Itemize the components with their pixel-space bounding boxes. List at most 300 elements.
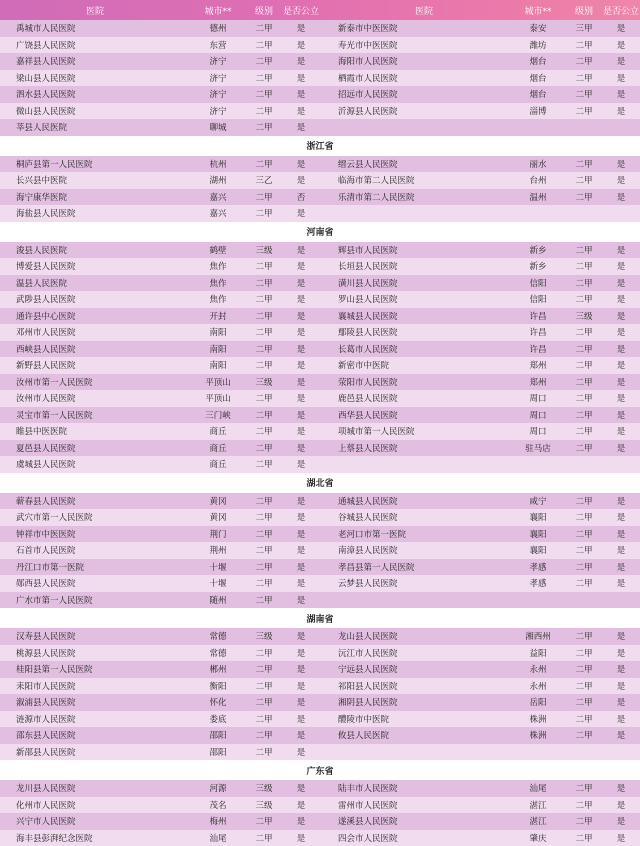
table-row: [0, 189, 640, 206]
hospital-name: 四会市人民医院: [320, 832, 510, 844]
level-cell: 二甲: [246, 72, 282, 84]
city-cell: 岳阳: [510, 696, 566, 708]
row-left: [0, 242, 320, 259]
hospital-name: 寿光市中医医院: [320, 39, 510, 51]
level-cell: 三甲: [566, 22, 602, 34]
table-row: [0, 727, 640, 744]
row-right: [320, 324, 640, 341]
table-row: [0, 542, 640, 559]
level-cell: 二甲: [246, 577, 282, 589]
row-right: [320, 357, 640, 374]
hospital-name: 祁阳县人民医院: [320, 680, 510, 692]
header-public: 是否公立: [282, 4, 320, 17]
row-left: [0, 119, 320, 136]
public-cell: 否: [282, 191, 320, 203]
level-cell: 二甲: [566, 392, 602, 404]
hospital-name: 虞城县人民医院: [0, 458, 190, 470]
level-cell: 二甲: [566, 55, 602, 67]
city-cell: 信阳: [510, 293, 566, 305]
row-left: [0, 423, 320, 440]
row-right: [320, 711, 640, 728]
hospital-name: 通城县人民医院: [320, 495, 510, 507]
level-cell: 二甲: [566, 832, 602, 844]
level-cell: 二甲: [566, 191, 602, 203]
header-city: 城市**: [510, 4, 566, 17]
table-row: [0, 440, 640, 457]
row-right: [320, 390, 640, 407]
public-cell: 是: [282, 594, 320, 606]
level-cell: 二甲: [566, 376, 602, 388]
province-heading: 河南省: [0, 222, 640, 242]
row-right: [320, 509, 640, 526]
city-cell: 信阳: [510, 277, 566, 289]
level-cell: 二甲: [246, 158, 282, 170]
public-cell: 是: [282, 442, 320, 454]
city-cell: 湛江: [510, 815, 566, 827]
level-cell: 二甲: [566, 713, 602, 725]
level-cell: 二甲: [246, 293, 282, 305]
city-cell: 商丘: [190, 458, 246, 470]
city-cell: 周口: [510, 409, 566, 421]
public-cell: 是: [282, 561, 320, 573]
city-cell: 平顶山: [190, 392, 246, 404]
city-cell: 怀化: [190, 696, 246, 708]
level-cell: 二甲: [246, 191, 282, 203]
public-cell: 是: [602, 174, 640, 186]
level-cell: 二甲: [566, 442, 602, 454]
public-cell: 是: [282, 174, 320, 186]
hospital-name: 武陟县人民医院: [0, 293, 190, 305]
hospital-name: 辉县市人民医院: [320, 244, 510, 256]
row-right: [320, 493, 640, 510]
public-cell: 是: [602, 663, 640, 675]
hospital-name: 宁远县人民医院: [320, 663, 510, 675]
hospital-name: 广饶县人民医院: [0, 39, 190, 51]
row-right: [320, 172, 640, 189]
city-cell: 嘉兴: [190, 191, 246, 203]
city-cell: 茂名: [190, 799, 246, 811]
level-cell: 二甲: [566, 696, 602, 708]
public-cell: 是: [282, 458, 320, 470]
city-cell: 许昌: [510, 310, 566, 322]
city-cell: 襄阳: [510, 528, 566, 540]
public-cell: 是: [602, 392, 640, 404]
public-cell: 是: [602, 815, 640, 827]
hospital-name: 栖霞市人民医院: [320, 72, 510, 84]
city-cell: 株洲: [510, 729, 566, 741]
public-cell: 是: [282, 72, 320, 84]
row-left: [0, 526, 320, 543]
city-cell: 泰安: [510, 22, 566, 34]
city-cell: 商丘: [190, 442, 246, 454]
level-cell: 二甲: [566, 158, 602, 170]
row-left: [0, 542, 320, 559]
row-left: [0, 727, 320, 744]
public-cell: 是: [602, 425, 640, 437]
hospital-name: 谷城县人民医院: [320, 511, 510, 523]
level-cell: 二甲: [566, 277, 602, 289]
hospital-name: 涟源市人民医院: [0, 713, 190, 725]
public-cell: 是: [602, 696, 640, 708]
row-right: [320, 275, 640, 292]
level-cell: 二甲: [566, 577, 602, 589]
public-cell: 是: [282, 680, 320, 692]
public-cell: 是: [282, 577, 320, 589]
row-right: [320, 423, 640, 440]
hospital-name: 温县人民医院: [0, 277, 190, 289]
hospital-name: 西华县人民医院: [320, 409, 510, 421]
public-cell: 是: [282, 277, 320, 289]
public-cell: 是: [602, 326, 640, 338]
row-right: [320, 456, 640, 473]
public-cell: 是: [282, 392, 320, 404]
level-cell: 二甲: [246, 359, 282, 371]
hospital-name: 灵宝市第一人民医院: [0, 409, 190, 421]
level-cell: 二甲: [566, 359, 602, 371]
city-cell: 商丘: [190, 425, 246, 437]
level-cell: 二甲: [246, 425, 282, 437]
row-left: [0, 172, 320, 189]
hospital-name: 醴陵市中医院: [320, 713, 510, 725]
city-cell: 开封: [190, 310, 246, 322]
city-cell: 襄阳: [510, 511, 566, 523]
hospital-name: 化州市人民医院: [0, 799, 190, 811]
level-cell: 二甲: [566, 528, 602, 540]
level-cell: 二甲: [246, 442, 282, 454]
level-cell: 二甲: [566, 511, 602, 523]
city-cell: 驻马店: [510, 442, 566, 454]
public-cell: 是: [282, 207, 320, 219]
table-row: [0, 678, 640, 695]
row-left: [0, 103, 320, 120]
hospital-name: 新邵县人民医院: [0, 746, 190, 758]
city-cell: 郴州: [190, 663, 246, 675]
public-cell: 是: [602, 72, 640, 84]
city-cell: 汕尾: [190, 832, 246, 844]
level-cell: 二甲: [566, 630, 602, 642]
public-cell: 是: [602, 310, 640, 322]
hospital-name: 陆丰市人民医院: [320, 782, 510, 794]
hospital-name: 长垣县人民医院: [320, 260, 510, 272]
hospital-name: 龙山县人民医院: [320, 630, 510, 642]
city-cell: 肇庆: [510, 832, 566, 844]
table-row: [0, 205, 640, 222]
table-row: [0, 390, 640, 407]
hospital-name: 孝昌县第一人民医院: [320, 561, 510, 573]
hospital-name: 新密市中医院: [320, 359, 510, 371]
province-heading: 广东省: [0, 760, 640, 780]
public-cell: 是: [282, 244, 320, 256]
level-cell: 三级: [246, 244, 282, 256]
public-cell: 是: [282, 663, 320, 675]
row-left: [0, 70, 320, 87]
public-cell: 是: [602, 244, 640, 256]
hospital-name: 龙川县人民医院: [0, 782, 190, 794]
table-row: [0, 628, 640, 645]
table-row: [0, 559, 640, 576]
row-right: [320, 258, 640, 275]
level-cell: 二甲: [566, 561, 602, 573]
city-cell: 丽水: [510, 158, 566, 170]
public-cell: 是: [602, 713, 640, 725]
public-cell: 是: [602, 577, 640, 589]
table-header: [0, 0, 640, 20]
level-cell: 二甲: [566, 105, 602, 117]
row-right: [320, 86, 640, 103]
city-cell: 汕尾: [510, 782, 566, 794]
row-left: [0, 628, 320, 645]
public-cell: 是: [282, 729, 320, 741]
level-cell: 二甲: [246, 88, 282, 100]
hospital-name: 临海市第二人民医院: [320, 174, 510, 186]
table-row: [0, 275, 640, 292]
row-right: [320, 628, 640, 645]
row-left: [0, 189, 320, 206]
table-row: [0, 526, 640, 543]
row-right: [320, 291, 640, 308]
row-left: [0, 645, 320, 662]
row-right: [320, 678, 640, 695]
table-row: [0, 661, 640, 678]
row-right: [320, 156, 640, 173]
hospital-name: 新野县人民医院: [0, 359, 190, 371]
city-cell: 河源: [190, 782, 246, 794]
row-right: [320, 407, 640, 424]
city-cell: 周口: [510, 425, 566, 437]
hospital-name: 新泰市中医医院: [320, 22, 510, 34]
city-cell: 益阳: [510, 647, 566, 659]
table-row: [0, 711, 640, 728]
public-cell: 是: [282, 310, 320, 322]
level-cell: 二甲: [246, 392, 282, 404]
table-row: [0, 744, 640, 761]
hospital-name: 荥阳市人民医院: [320, 376, 510, 388]
level-cell: 二甲: [246, 696, 282, 708]
table-row: [0, 509, 640, 526]
row-left: [0, 559, 320, 576]
city-cell: 许昌: [510, 326, 566, 338]
hospital-name: 溆浦县人民医院: [0, 696, 190, 708]
row-left: [0, 357, 320, 374]
city-cell: 十堰: [190, 561, 246, 573]
row-left: [0, 830, 320, 846]
city-cell: 湖州: [190, 174, 246, 186]
city-cell: 咸宁: [510, 495, 566, 507]
public-cell: 是: [602, 782, 640, 794]
table-row: [0, 324, 640, 341]
city-cell: 孝感: [510, 577, 566, 589]
public-cell: 是: [282, 544, 320, 556]
hospital-name: 泗水县人民医院: [0, 88, 190, 100]
table-row: [0, 456, 640, 473]
city-cell: 荆门: [190, 528, 246, 540]
public-cell: 是: [282, 425, 320, 437]
row-right: [320, 813, 640, 830]
level-cell: 二甲: [246, 544, 282, 556]
level-cell: 二甲: [246, 680, 282, 692]
city-cell: 平顶山: [190, 376, 246, 388]
city-cell: 郑州: [510, 376, 566, 388]
table-row: [0, 374, 640, 391]
hospital-name: 浚县人民医院: [0, 244, 190, 256]
hospital-name: 汉寿县人民医院: [0, 630, 190, 642]
public-cell: 是: [282, 326, 320, 338]
table-row: [0, 493, 640, 510]
level-cell: 二甲: [246, 729, 282, 741]
row-left: [0, 374, 320, 391]
table-row: [0, 830, 640, 846]
level-cell: 二甲: [246, 815, 282, 827]
row-left: [0, 324, 320, 341]
public-cell: 是: [602, 260, 640, 272]
hospital-name: 上蔡县人民医院: [320, 442, 510, 454]
hospital-name: 莘县人民医院: [0, 121, 190, 133]
level-cell: 二甲: [246, 121, 282, 133]
level-cell: 二甲: [566, 495, 602, 507]
row-left: [0, 275, 320, 292]
public-cell: 是: [602, 191, 640, 203]
hospital-name: 桐庐县第一人民医院: [0, 158, 190, 170]
row-right: [320, 727, 640, 744]
row-left: [0, 509, 320, 526]
level-cell: 二甲: [566, 782, 602, 794]
city-cell: 东营: [190, 39, 246, 51]
public-cell: 是: [282, 88, 320, 100]
hospital-name: 长兴县中医院: [0, 174, 190, 186]
city-cell: 淄博: [510, 105, 566, 117]
public-cell: 是: [602, 105, 640, 117]
city-cell: 烟台: [510, 55, 566, 67]
city-cell: 新乡: [510, 260, 566, 272]
hospital-name: 南漳县人民医院: [320, 544, 510, 556]
public-cell: 是: [602, 293, 640, 305]
public-cell: 是: [602, 799, 640, 811]
row-left: [0, 813, 320, 830]
level-cell: 二甲: [246, 663, 282, 675]
public-cell: 是: [282, 713, 320, 725]
row-right: [320, 341, 640, 358]
row-right: [320, 526, 640, 543]
city-cell: 荆州: [190, 544, 246, 556]
level-cell: 二甲: [246, 832, 282, 844]
public-cell: 是: [602, 729, 640, 741]
level-cell: 二甲: [566, 680, 602, 692]
city-cell: 孝感: [510, 561, 566, 573]
level-cell: 二甲: [246, 39, 282, 51]
level-cell: 二甲: [566, 425, 602, 437]
public-cell: 是: [282, 55, 320, 67]
city-cell: 焦作: [190, 277, 246, 289]
city-cell: 邵阳: [190, 729, 246, 741]
row-right: [320, 70, 640, 87]
city-cell: 德州: [190, 22, 246, 34]
row-right: [320, 374, 640, 391]
public-cell: 是: [602, 55, 640, 67]
level-cell: 二甲: [566, 815, 602, 827]
hospital-name: 沅江市人民医院: [320, 647, 510, 659]
hospital-name: 邓州市人民医院: [0, 326, 190, 338]
level-cell: 二甲: [566, 729, 602, 741]
public-cell: 是: [282, 376, 320, 388]
level-cell: 二甲: [246, 647, 282, 659]
city-cell: 烟台: [510, 72, 566, 84]
row-left: [0, 37, 320, 54]
hospital-name: 老河口市第一医院: [320, 528, 510, 540]
hospital-name: 梁山县人民医院: [0, 72, 190, 84]
hospital-name: 海丰县彭湃纪念医院: [0, 832, 190, 844]
row-left: [0, 291, 320, 308]
header-city: 城市**: [190, 4, 246, 17]
table-row: [0, 407, 640, 424]
hospital-name: 邵东县人民医院: [0, 729, 190, 741]
row-right: [320, 559, 640, 576]
level-cell: 二甲: [566, 409, 602, 421]
row-right: [320, 189, 640, 206]
level-cell: 二甲: [566, 174, 602, 186]
level-cell: 二甲: [566, 39, 602, 51]
city-cell: 周口: [510, 392, 566, 404]
hospital-name: 夏邑县人民医院: [0, 442, 190, 454]
row-left: [0, 493, 320, 510]
table-row: [0, 37, 640, 54]
public-cell: 是: [282, 409, 320, 421]
public-cell: 是: [602, 39, 640, 51]
table-row: [0, 423, 640, 440]
header-level: 级别: [566, 4, 602, 17]
public-cell: 是: [282, 799, 320, 811]
table-row: [0, 797, 640, 814]
table-body: [0, 20, 640, 846]
city-cell: 聊城: [190, 121, 246, 133]
public-cell: 是: [602, 680, 640, 692]
public-cell: 是: [602, 647, 640, 659]
public-cell: 是: [282, 815, 320, 827]
row-right: [320, 119, 640, 136]
hospital-name: 西峡县人民医院: [0, 343, 190, 355]
public-cell: 是: [282, 832, 320, 844]
public-cell: 是: [602, 630, 640, 642]
row-right: [320, 780, 640, 797]
city-cell: 杭州: [190, 158, 246, 170]
hospital-name: 罗山县人民医院: [320, 293, 510, 305]
city-cell: 嘉兴: [190, 207, 246, 219]
row-left: [0, 592, 320, 609]
public-cell: 是: [602, 88, 640, 100]
public-cell: 是: [602, 376, 640, 388]
row-left: [0, 678, 320, 695]
table-row: [0, 575, 640, 592]
city-cell: 济宁: [190, 88, 246, 100]
level-cell: 二甲: [246, 561, 282, 573]
row-left: [0, 341, 320, 358]
city-cell: 三门峡: [190, 409, 246, 421]
level-cell: 二甲: [246, 528, 282, 540]
row-left: [0, 440, 320, 457]
public-cell: 是: [282, 343, 320, 355]
hospital-name: 蕲春县人民医院: [0, 495, 190, 507]
row-left: [0, 780, 320, 797]
level-cell: 二甲: [566, 544, 602, 556]
city-cell: 新乡: [510, 244, 566, 256]
hospital-name: 乐清市第二人民医院: [320, 191, 510, 203]
level-cell: 二甲: [246, 409, 282, 421]
table-row: [0, 156, 640, 173]
hospital-name: 襄城县人民医院: [320, 310, 510, 322]
row-right: [320, 103, 640, 120]
hospital-name: 广水市第一人民医院: [0, 594, 190, 606]
table-row: [0, 341, 640, 358]
public-cell: 是: [602, 409, 640, 421]
